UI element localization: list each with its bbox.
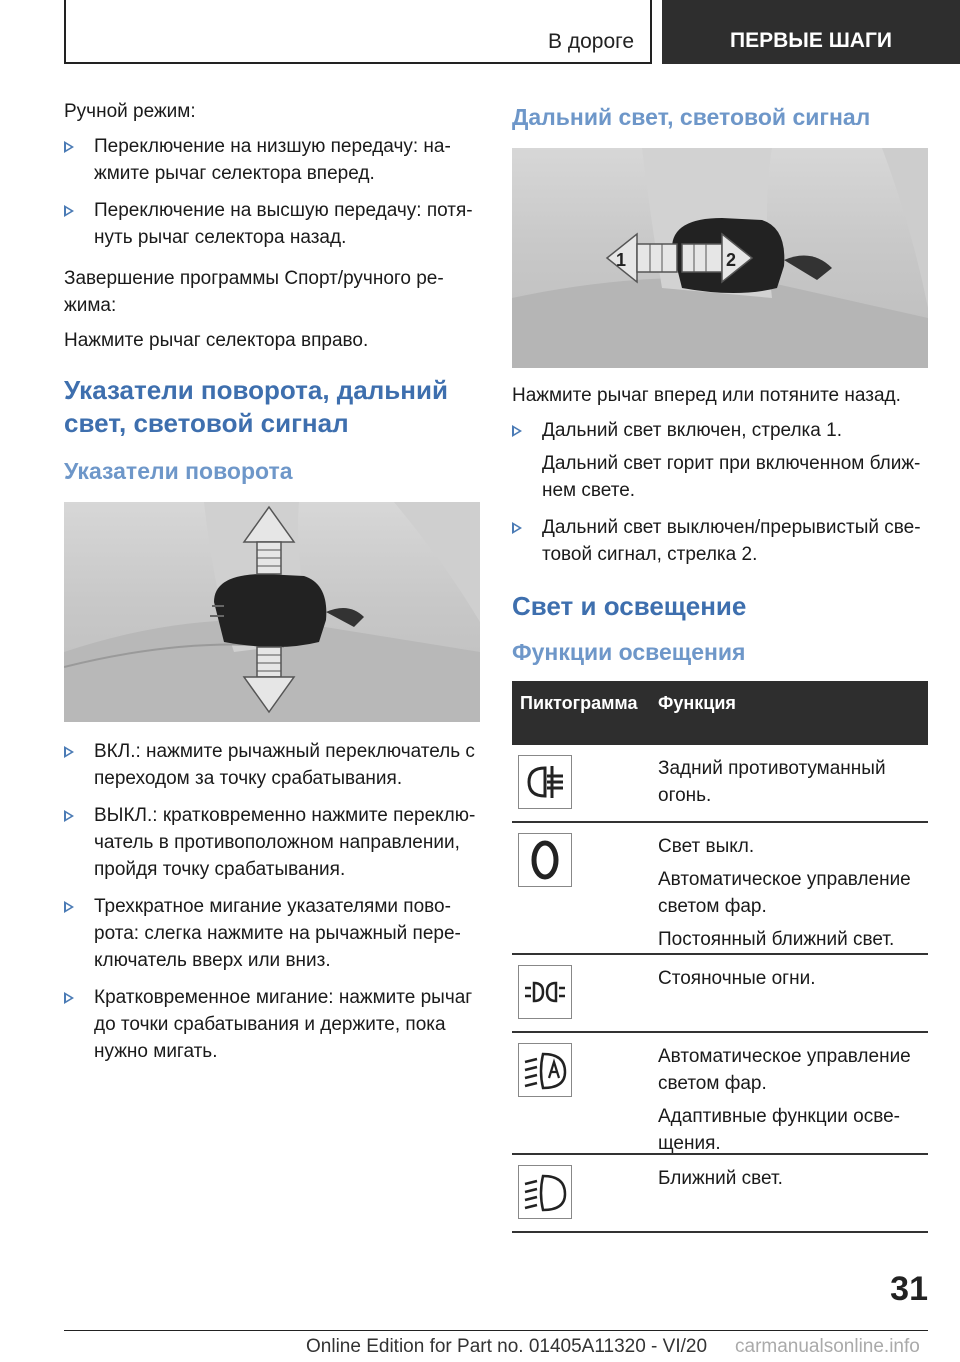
- function-text: Адаптивные функции освещения.: [658, 1106, 900, 1154]
- function-text: Постоянный ближний свет.: [658, 929, 895, 950]
- section-heading-turn: Указатели поворота, дальний свет, световой сигнал: [64, 375, 448, 438]
- triangle-bullet-icon: [64, 141, 74, 153]
- list-item: Переключение на высшую передачу: потянуть рычаг селектора назад.: [64, 197, 480, 251]
- triangle-bullet-icon: [512, 522, 522, 534]
- arrow-1-label: 1: [616, 250, 627, 270]
- triangle-bullet-icon: [64, 901, 74, 913]
- watermark: carmanualsonline.info: [735, 1336, 920, 1357]
- arrow-2-label: 2: [726, 250, 737, 270]
- turn-signal-lever-image: [64, 502, 480, 722]
- manual-mode-label: Ручной режим:: [64, 101, 196, 122]
- high-beam-lever-image: [512, 148, 928, 368]
- turn-signal-lever-illustration: [64, 502, 480, 722]
- table-row: [512, 745, 928, 823]
- subheading-lighting-functions: Функции освещения: [512, 639, 746, 665]
- auto-headlight-icon: [518, 1043, 572, 1097]
- list-item: Кратковременное мигание: нажмите рычаг до точки срабатывания и держите, пока нужно мигать.: [64, 984, 480, 1065]
- function-text: Стояночные огни.: [658, 968, 816, 989]
- list-item: Переключение на низшую передачу: нажмите рычаг селектора вперед.: [64, 133, 480, 187]
- table-row: [512, 1155, 928, 1233]
- function-text: Автоматическое управление светом фар.: [658, 1046, 911, 1094]
- parking-lights-icon: [518, 965, 572, 1019]
- table-header: [512, 681, 928, 745]
- rear-fog-light-icon: [518, 755, 572, 809]
- list-item: Трехкратное мигание указателями поворота: слегка нажмите на рычажный переключатель вверх или вниз.: [64, 893, 480, 974]
- triangle-bullet-icon: [512, 425, 522, 437]
- finish-action: Нажмите рычаг селектора вправо.: [64, 330, 369, 351]
- right-column: [512, 98, 928, 1233]
- page-number: 31: [890, 1270, 928, 1308]
- section-label: В дороге: [547, 30, 634, 53]
- table-row: [512, 1033, 928, 1155]
- column-header-function: Функция: [658, 693, 736, 713]
- triangle-bullet-icon: [64, 205, 74, 217]
- low-beam-icon: [518, 1165, 572, 1219]
- list-item: Дальний свет выключен/прерывистый световой сигнал, стрелка 2.: [512, 514, 928, 568]
- footer-divider: [64, 1330, 928, 1331]
- table-row: [512, 823, 928, 955]
- function-text: Ближний свет.: [658, 1168, 783, 1189]
- chapter-tab: ПЕРВЫЕ ШАГИ: [662, 0, 960, 64]
- list-item: ВКЛ.: нажмите рычажный переключатель с переходом за точку срабатывания.: [64, 738, 480, 792]
- triangle-bullet-icon: [64, 746, 74, 758]
- high-beam-lever-illustration: [512, 148, 928, 368]
- high-beam-on-note: Дальний свет горит при включенном ближнем свете.: [542, 453, 921, 501]
- triangle-bullet-icon: [64, 992, 74, 1004]
- triangle-bullet-icon: [64, 810, 74, 822]
- subheading-high-beam: Дальний свет, световой сигнал: [512, 104, 871, 130]
- finish-text: Завершение программы Спорт/ручного режима:: [64, 268, 444, 316]
- column-header-icon: Пиктограмма: [520, 693, 638, 713]
- lighting-functions-table: [512, 681, 928, 1233]
- page-header: [0, 0, 960, 66]
- edition-text: Online Edition for Part no. 01405A11320 - VI/20: [306, 1336, 708, 1357]
- function-text: Задний противотуманный огонь.: [658, 758, 886, 806]
- function-text: Автоматическое управление светом фар.: [658, 869, 911, 917]
- list-item: Дальний свет включен, стрелка 1.: [512, 417, 928, 444]
- press-text: Нажмите рычаг вперед или потяните назад.: [512, 385, 901, 406]
- light-off-icon: [518, 833, 572, 887]
- section-heading-lighting: Свет и освещение: [512, 591, 747, 621]
- list-item: ВЫКЛ.: кратковременно нажмите переключатель в противоположном направлении, пройдя точку срабатывания.: [64, 802, 480, 883]
- table-row: [512, 955, 928, 1033]
- function-text: Свет выкл.: [658, 836, 755, 857]
- left-column: [64, 98, 480, 1065]
- subheading-turn-signals: Указатели поворота: [64, 458, 293, 484]
